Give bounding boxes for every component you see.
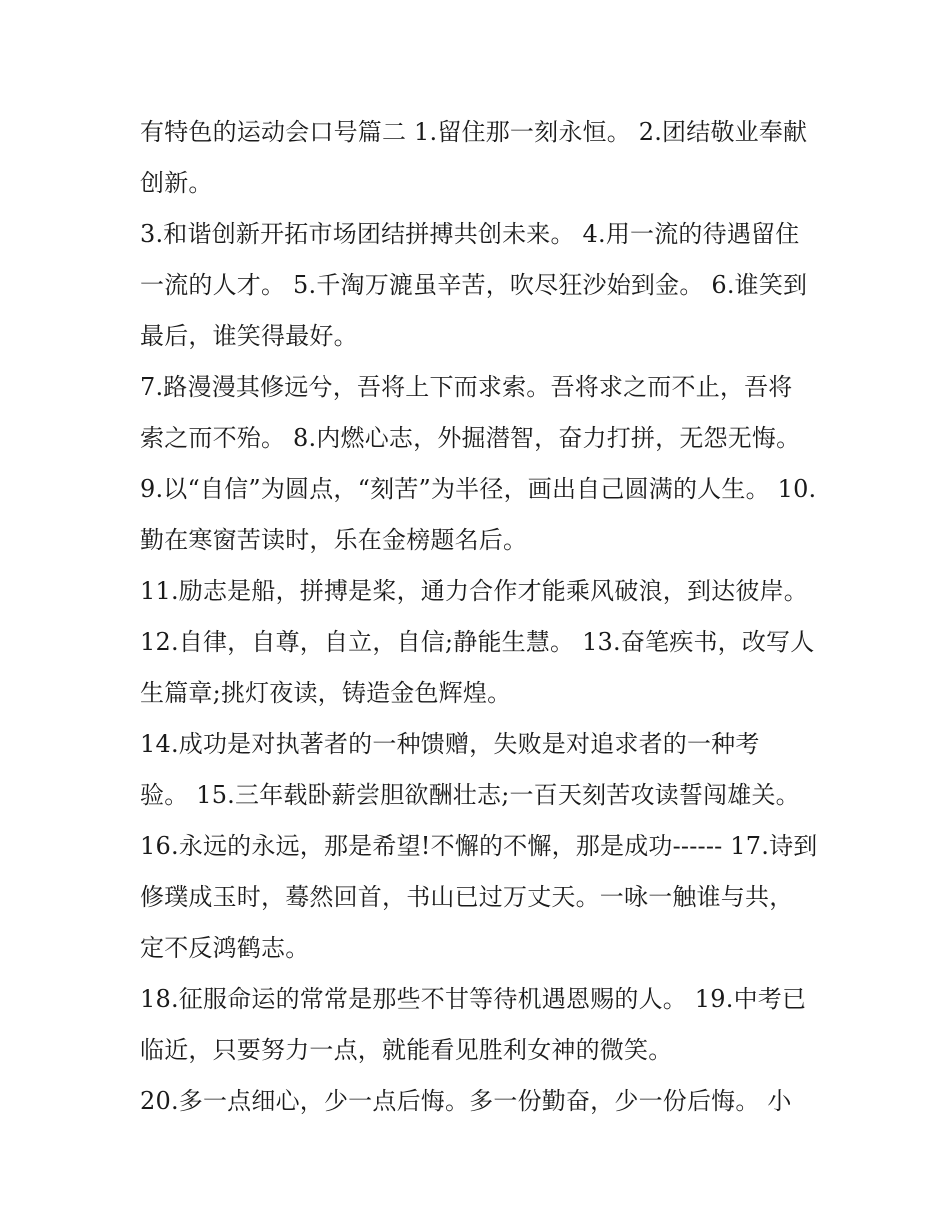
text-line: 最后，谁笑得最好。 [140,322,358,350]
text-line: 生篇章;挑灯夜读，铸造金色辉煌。 [140,679,512,707]
text-line: 定不反鸿鹤志。 [140,934,310,962]
text-line: 9.以“自信”为圆点，“刻苦”为半径，画出自己圆满的人生。 10. [140,475,817,503]
text-line: 18.征服命运的常常是那些不甘等待机遇恩赐的人。 19.中考已 [140,985,807,1013]
text-line: 11.励志是船，拼搏是桨，通力合作才能乘风破浪，到达彼岸。 [140,577,808,605]
text-line: 16.永远的永远，那是希望!不懈的不懈，那是成功------ 17.诗到 [140,832,818,860]
text-line: 勤在寒窗苦读时，乐在金榜题名后。 [140,526,528,554]
text-line: 索之而不殆。 8.内燃心志，外掘潜智，奋力打拼，无怨无悔。 [140,424,801,452]
document-body [140,107,820,1127]
text-line: 验。 15.三年载卧薪尝胆欲酬壮志;一百天刻苦攻读誓闯雄关。 [140,781,800,809]
text-line: 12.自律，自尊，自立，自信;静能生慧。 13.奋笔疾书，改写人 [140,628,815,656]
text-line: 20.多一点细心，少一点后悔。多一份勤奋，少一份后悔。 小 [140,1087,792,1115]
text-line: 有特色的运动会口号篇二 1.留住那一刻永恒。 2.团结敬业奉献 [140,118,808,146]
text-line: 一流的人才。 5.千淘万漉虽辛苦，吹尽狂沙始到金。 6.谁笑到 [140,271,808,299]
text-line: 修璞成玉时，蓦然回首，书山已过万丈天。一咏一触谁与共， [140,883,794,911]
text-line: 3.和谐创新开拓市场团结拼搏共创未来。 4.用一流的待遇留住 [140,220,800,248]
text-line: 7.路漫漫其修远兮，吾将上下而求索。吾将求之而不止，吾将 [140,373,793,401]
text-line: 创新。 [140,169,213,197]
text-line: 临近，只要努力一点，就能看见胜利女神的微笑。 [140,1036,673,1064]
text-line: 14.成功是对执著者的一种馈赠，失败是对追求者的一种考 [140,730,760,758]
